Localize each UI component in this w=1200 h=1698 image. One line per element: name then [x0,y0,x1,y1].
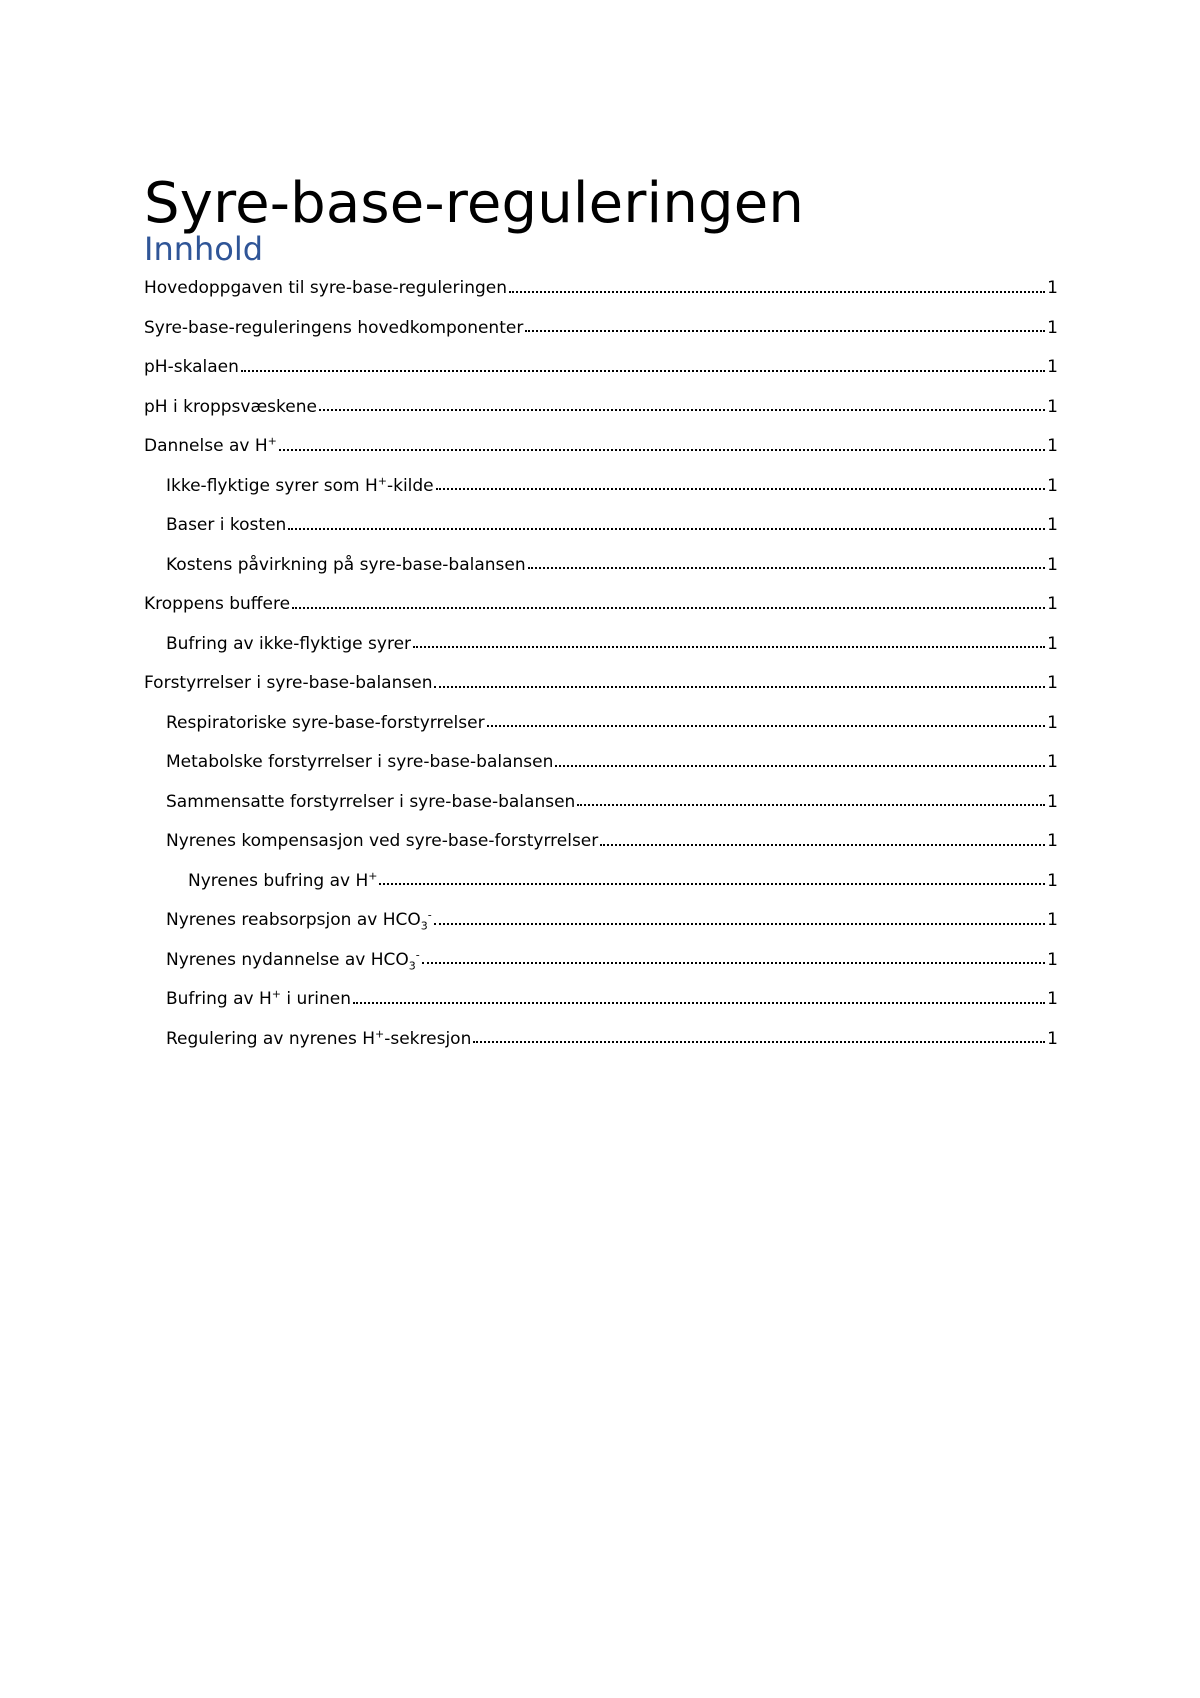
toc-entry-title [144,277,507,299]
dot-leader [436,487,1046,490]
toc-text-run: Nyrenes kompensasjon ved syre-base-forstyrrelser [166,831,599,851]
toc-entry[interactable] [144,870,1058,910]
toc-entry[interactable] [144,672,1058,712]
toc-text-run: Bufring av ikke-flyktige syrer [166,633,412,654]
toc-text-run: Nyrenes nydannelse av HCO [166,949,409,970]
superscript: + [271,987,281,1001]
toc-entry-title [166,791,575,813]
superscript: - [427,908,432,922]
toc-entry-title [144,356,239,378]
toc-entry-title [166,988,351,1010]
toc-page-number: 1 [1047,870,1058,891]
dot-leader [528,566,1046,569]
toc-page-number: 1 [1047,989,1058,1009]
dot-leader [353,1001,1045,1004]
toc-entry-title [144,396,317,418]
toc-text-run: Metabolske forstyrrelser i syre-base-balansen [166,752,554,772]
dot-leader [379,882,1045,885]
toc-page-number: 1 [1047,633,1058,654]
superscript: + [368,868,378,882]
dot-leader [292,606,1045,609]
toc-entry-title [166,475,434,497]
toc-entry[interactable] [144,949,1058,989]
toc-text-run: Nyrenes bufring av H [188,870,369,891]
toc-entry-title [166,751,553,773]
toc-page-number: 1 [1047,712,1058,733]
toc-page-number: 1 [1047,910,1058,930]
toc-page-number: 1 [1047,1028,1058,1049]
toc-entry[interactable] [144,909,1058,949]
dot-leader [241,369,1045,372]
toc-heading: Innhold [144,230,264,268]
toc-entry[interactable] [144,317,1058,357]
toc-page-number: 1 [1047,594,1058,614]
toc-entry-title [188,870,377,892]
superscript: + [377,473,387,487]
toc-entry-title [166,633,411,655]
toc-page-number: 1 [1047,278,1058,298]
dot-leader [509,290,1045,293]
toc-page-number: 1 [1047,475,1058,496]
document-title: Syre-base-reguleringen [144,170,805,236]
toc-entry[interactable] [144,751,1058,791]
toc-entry-title [166,1028,471,1050]
dot-leader [555,764,1045,767]
toc-entry[interactable] [144,988,1058,1028]
toc-entry[interactable] [144,830,1058,870]
dot-leader [577,803,1045,806]
dot-leader [487,724,1046,727]
toc-text-run: i urinen [281,989,352,1009]
toc-entry-title [144,672,432,694]
toc-page-number: 1 [1047,396,1058,417]
toc-text-run: Kroppens buffere [144,594,291,614]
toc-text-run: pH-skalaen [144,357,239,377]
toc-entry[interactable] [144,1028,1058,1068]
toc-entry[interactable] [144,554,1058,594]
subscript: 3 [420,919,428,933]
toc-entry-title [166,554,526,576]
toc-page-number: 1 [1047,673,1058,693]
toc-page-number: 1 [1047,436,1058,456]
toc-page-number: 1 [1047,515,1058,535]
toc-text-run: Sammensatte forstyrrelser i syre-base-balansen [166,791,576,812]
dot-leader [600,843,1045,846]
toc-entry-title [144,593,290,615]
toc-text-run: Hovedoppgaven til syre-base-reguleringen [144,278,508,298]
toc-entry[interactable] [144,712,1058,752]
toc-text-run: Bufring av H [166,989,272,1009]
toc-page-number: 1 [1047,554,1058,575]
subscript: 3 [408,958,416,972]
dot-leader [525,329,1045,332]
dot-leader [319,408,1045,411]
superscript: + [375,1026,385,1040]
toc-page-number: 1 [1047,752,1058,772]
toc-page-number: 1 [1047,791,1058,812]
toc-entry[interactable] [144,475,1058,515]
toc-page-number: 1 [1047,949,1058,970]
table-of-contents [144,277,1058,1067]
superscript: - [415,947,420,961]
superscript: + [267,434,277,448]
dot-leader [413,645,1045,648]
dot-leader [434,685,1045,688]
toc-text-run: Regulering av nyrenes H [166,1028,376,1049]
dot-leader [473,1040,1045,1043]
toc-entry-title [144,435,277,457]
toc-text-run: -sekresjon [384,1028,472,1049]
toc-entry[interactable] [144,277,1058,317]
dot-leader [279,448,1045,451]
toc-entry-title [166,909,432,931]
toc-text-run: Baser i kosten [166,515,287,535]
toc-entry[interactable] [144,791,1058,831]
toc-entry[interactable] [144,435,1058,475]
toc-text-run: -kilde [386,475,434,496]
toc-entry-title [166,514,286,536]
toc-text-run: pH i kroppsvæskene [144,396,317,417]
dot-leader [288,527,1045,530]
toc-entry[interactable] [144,514,1058,554]
toc-entry[interactable] [144,396,1058,436]
toc-entry[interactable] [144,593,1058,633]
toc-page-number: 1 [1047,831,1058,851]
toc-text-run: Syre-base-reguleringens hovedkomponenter [144,317,524,338]
toc-text-run: Respiratoriske syre-base-forstyrrelser [166,712,485,733]
toc-text-run: Forstyrrelser i syre-base-balansen [144,673,433,693]
toc-text-run: Dannelse av H [144,436,268,456]
toc-entry-title [166,830,598,852]
toc-entry-title [144,317,523,339]
toc-page-number: 1 [1047,357,1058,377]
toc-entry[interactable] [144,356,1058,396]
toc-text-run: Ikke-flyktige syrer som H [166,475,378,496]
toc-entry[interactable] [144,633,1058,673]
toc-text-run: Nyrenes reabsorpsjon av HCO [166,910,421,930]
toc-text-run: Kostens påvirkning på syre-base-balansen [166,554,526,575]
toc-entry-title [166,712,485,734]
toc-page-number: 1 [1047,317,1058,338]
dot-leader [434,922,1045,925]
dot-leader [422,961,1045,964]
toc-entry-title [166,949,420,971]
